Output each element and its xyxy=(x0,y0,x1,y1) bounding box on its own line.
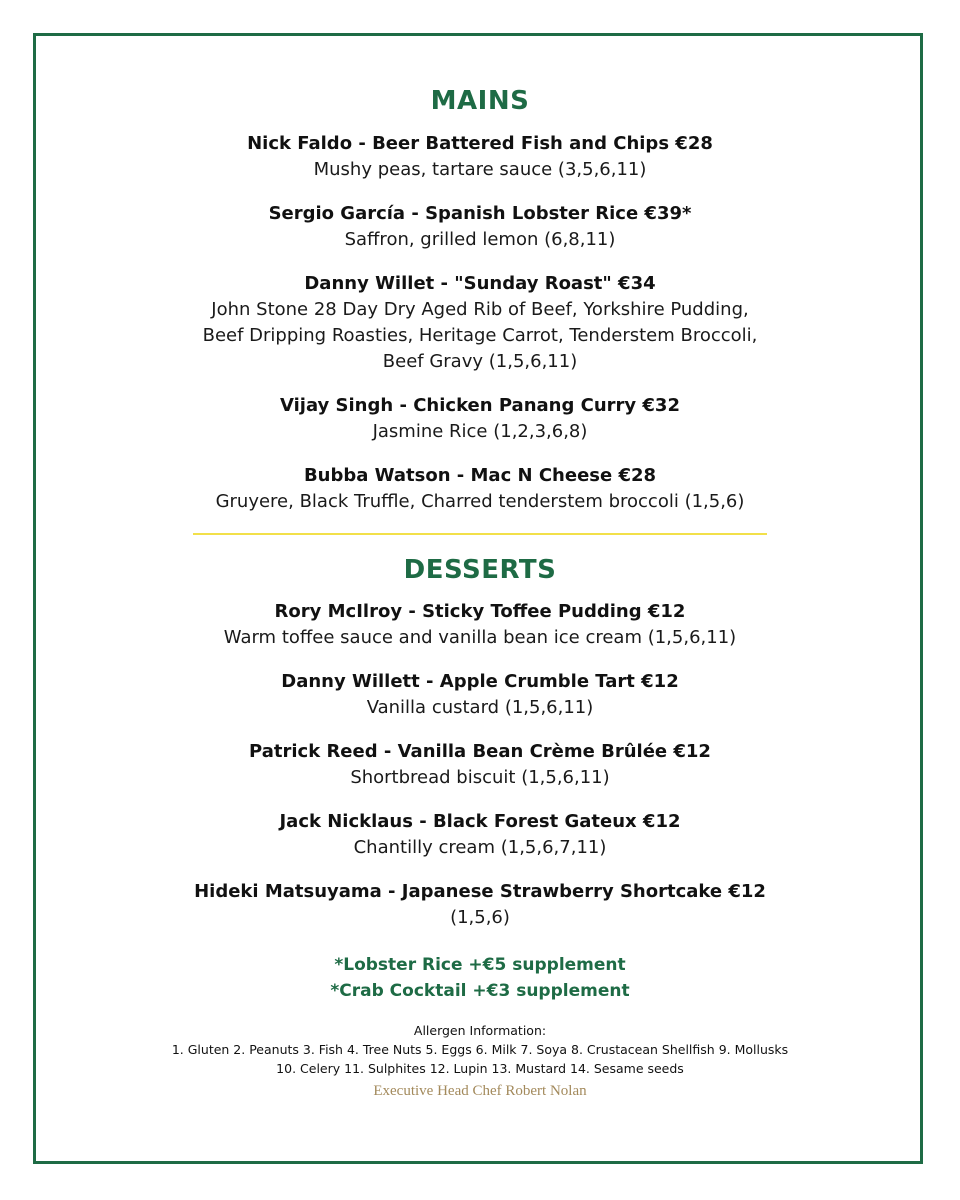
menu-item-description: Chantilly cream (1,5,6,7,11) xyxy=(353,837,607,858)
allergen-list: 10. Celery 11. Sulphites 12. Lupin 13. Mustard 14. Sesame seeds xyxy=(276,1061,684,1076)
menu-item xyxy=(0,201,960,253)
allergen-information xyxy=(0,1021,960,1078)
supplement-notes xyxy=(0,952,960,1004)
menu-item xyxy=(0,879,960,931)
menu-item-description: Beef Gravy (1,5,6,11) xyxy=(382,351,578,372)
menu-item-name: Rory McIlroy - Sticky Toffee Pudding €12 xyxy=(274,601,686,622)
supplement-note: *Lobster Rice +€5 supplement xyxy=(334,955,626,975)
menu-item-description: Saffron, grilled lemon (6,8,11) xyxy=(344,229,616,250)
allergen-heading: Allergen Information: xyxy=(413,1023,547,1038)
menu-item-name: Danny Willett - Apple Crumble Tart €12 xyxy=(281,671,679,692)
menu-item-description: (1,5,6) xyxy=(450,907,510,928)
supplement-note: *Crab Cocktail +€3 supplement xyxy=(330,981,630,1001)
menu-item-name: Hideki Matsuyama - Japanese Strawberry Shortcake €12 xyxy=(194,881,766,902)
menu-item xyxy=(0,739,960,791)
menu-item-description: Mushy peas, tartare sauce (3,5,6,11) xyxy=(313,159,647,180)
menu-item-name: Danny Willet - "Sunday Roast" €34 xyxy=(304,273,656,294)
menu-item-description: John Stone 28 Day Dry Aged Rib of Beef, Yorkshire Pudding, xyxy=(211,299,749,320)
allergen-list: 1. Gluten 2. Peanuts 3. Fish 4. Tree Nuts 5. Eggs 6. Milk 7. Soya 8. Crustacean Shellfish 9. Mollusks xyxy=(171,1042,789,1057)
menu-item xyxy=(0,463,960,515)
menu-item xyxy=(0,131,960,183)
menu-item-description: Vanilla custard (1,5,6,11) xyxy=(366,697,594,718)
desserts-heading: DESSERTS xyxy=(403,555,557,585)
menu-item xyxy=(0,809,960,861)
menu-item-name: Sergio García - Spanish Lobster Rice €39* xyxy=(268,203,692,224)
menu-item-description: Jasmine Rice (1,2,3,6,8) xyxy=(372,421,588,442)
menu-item-description: Gruyere, Black Truffle, Charred tenderstem broccoli (1,5,6) xyxy=(215,491,745,512)
menu-item-description: Beef Dripping Roasties, Heritage Carrot, Tenderstem Broccoli, xyxy=(202,325,758,346)
menu-item-description: Shortbread biscuit (1,5,6,11) xyxy=(350,767,610,788)
menu-item xyxy=(0,393,960,445)
menu-item-description: Warm toffee sauce and vanilla bean ice cream (1,5,6,11) xyxy=(223,627,737,648)
chef-credit: Executive Head Chef Robert Nolan xyxy=(373,1083,587,1099)
menu-item xyxy=(0,669,960,721)
menu-item-name: Bubba Watson - Mac N Cheese €28 xyxy=(303,465,657,486)
menu-item-name: Vijay Singh - Chicken Panang Curry €32 xyxy=(280,395,680,416)
mains-heading: MAINS xyxy=(430,86,530,116)
menu-item-name: Patrick Reed - Vanilla Bean Crème Brûlée €12 xyxy=(249,741,711,762)
menu-item-name: Nick Faldo - Beer Battered Fish and Chips €28 xyxy=(247,133,713,154)
section-divider xyxy=(193,533,767,535)
menu-item xyxy=(0,271,960,375)
menu-item-name: Jack Nicklaus - Black Forest Gateux €12 xyxy=(279,811,681,832)
menu-item xyxy=(0,599,960,651)
